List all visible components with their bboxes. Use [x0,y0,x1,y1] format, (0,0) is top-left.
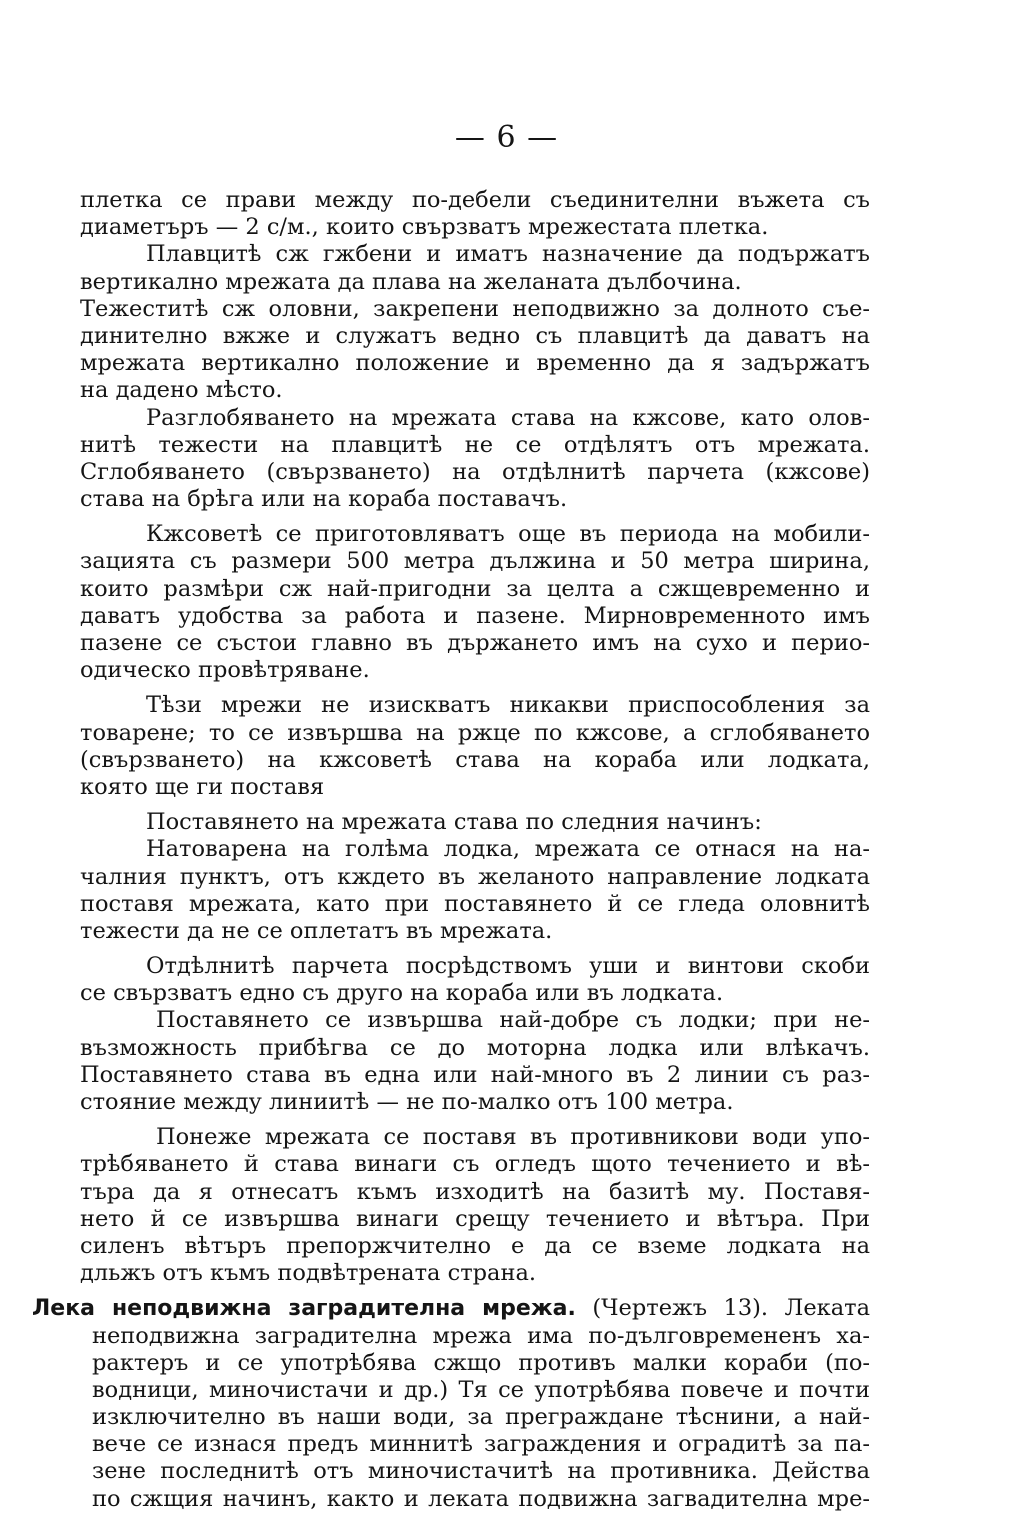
text-line: става на брѣга или на кораба поставачъ. [80,486,568,513]
text-line: Понеже мрежата се поставя въ противникови води упо- [156,1124,870,1151]
text-line: Тежеститѣ сж оловни, закрепени неподвижно за долното съе- [80,295,870,322]
text-line: мрежата вертикално положение и временно да я задържатъ [80,350,870,377]
text-line: Плавцитѣ сж гжбени и иматъ назначение да подържатъ [146,241,870,268]
text-line: търа да я отнесатъ къмъ изходитѣ на базитѣ му. Поставя- [80,1178,870,1205]
text-line: диаметъръ — 2 с/м., които свързватъ мрежестата плетка. [80,214,769,241]
text-line: неподвижна заградителна мрежа има по-дълговремененъ ха- [92,1322,870,1349]
text-line: плетка се прави между по-дебели съединителни въжета съ [80,187,870,213]
text-line: товарене; то се извършва на ржце по кжсове, а сглобяването [80,719,870,746]
text-line: динително вжже и служатъ ведно съ плавцитѣ да даватъ на [80,322,870,349]
text-line: водници, миночистачи и др.) Тя се употрѣбява повече и почти [92,1376,870,1403]
text-line: вертикално мрежата да плава на желаната дълбочина. [80,268,742,295]
text-line: поставя мрежата, като при поставянето й се гледа оловнитѣ [80,890,870,917]
text-line: се свързватъ едно съ друго на кораба или въ лодката. [80,980,724,1007]
text-line: Поставянето става въ една или най-много въ 2 линии съ раз- [80,1061,870,1088]
text-line: Отдѣлнитѣ парчета посрѣдствомъ уши и винтови скоби [146,953,870,980]
section-heading-title: Лека неподвижна заградителна мрежа. [32,1296,576,1322]
text-line: одическо провѣтряване. [80,657,370,684]
text-line: вече се изнася предъ миннитѣ заграждения и оградитѣ за па- [92,1431,870,1458]
text-line: нето й се извършва винаги срещу течението и вѣтъра. При [80,1205,870,1232]
text-line: нитѣ тежести на плавцитѣ не се отдѣлятъ отъ мрежата. [80,431,870,458]
text-line: Натоварена на голѣма лодка, мрежата се отнася на на- [146,836,870,863]
text-line: Поставянето се извършва най-добре съ лодки; при не- [156,1007,870,1034]
text-line: трѣбяването й става винаги съ огледъ щото течението и вѣ- [80,1151,870,1178]
text-line: зене последнитѣ отъ миночистачитѣ на противника. Действа [92,1458,870,1485]
page-number: — 6 — [454,120,559,155]
text-line: Тѣзи мрежи не изискватъ никакви приспособления за [146,692,870,719]
text-line: (свързването) на кжсоветѣ става на кораба или лодката, [80,746,870,773]
text-line: изключително въ наши води, за преграждане тѣснини, а най- [92,1404,870,1431]
section-heading-rest: (Чертежъ 13). Леката [575,1295,870,1322]
text-line: на дадено мѣсто. [80,377,283,404]
section-heading [32,1295,870,1322]
text-line: дльжъ отъ къмъ подвѣтрената страна. [80,1260,537,1287]
text-line: Кжсоветѣ се приготовляватъ още въ периода на мобили- [146,521,870,548]
text-line: Разглобяването на мрежата става на кжсове, като олов- [146,404,870,431]
text-line: стояние между линиитѣ — не по-малко отъ 100 метра. [80,1089,734,1115]
body-text [32,187,870,1513]
text-line: даватъ удобства за работа и пазене. Мирновременното имъ [80,602,870,629]
text-line: възможность прибѣгва се до моторна лодка или влѣкачъ. [80,1034,870,1061]
text-line: Поставянето на мрежата става по следния начинъ: [146,809,762,836]
text-line: които размѣри сж най-пригодни за целта а сжщевременно и [80,575,870,602]
text-line: чалния пунктъ, отъ кждето въ желаното направление лодката [80,863,870,890]
text-line: зацията съ размери 500 метра дължина и 50 метра ширина, [80,548,870,575]
text-line: рактеръ и се употрѣбява сжщо противъ малки кораби (по- [92,1349,870,1376]
text-line: пазене се състои главно въ държането имъ на сухо и перио- [80,630,870,656]
text-line: която ще ги поставя [80,773,325,800]
text-line: силенъ вѣтъръ препоржчително е да се вземе лодката на [80,1232,870,1259]
text-line: Сглобяването (свързването) на отдѣлнитѣ парчета (кжсове) [80,458,870,485]
text-line: по сжщия начинъ, както и леката подвижна загвадителна мре- [92,1485,870,1512]
text-line: тежести да не се оплетатъ въ мрежата. [80,917,553,944]
